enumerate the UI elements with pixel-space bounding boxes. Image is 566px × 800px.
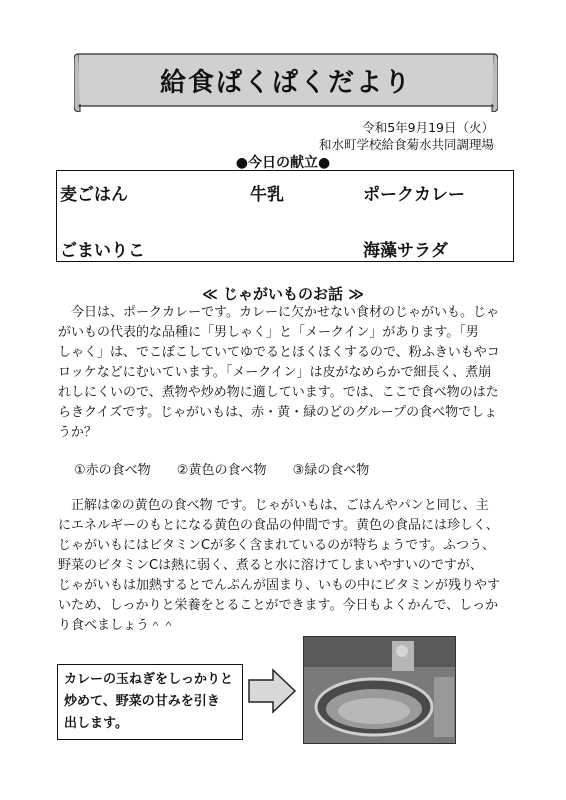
menu-item-sardines: ごまいりこ bbox=[60, 241, 145, 261]
note-line: 出します。 bbox=[64, 716, 128, 731]
cooking-pot-photo-icon bbox=[304, 637, 456, 744]
menu-item-rice: 麦ごはん bbox=[60, 185, 128, 205]
menu-item-curry: ポークカレー bbox=[363, 185, 465, 205]
paragraph-line: ロッケなどにむいています。「メークイン」は皮がなめらかで細長く、煮崩 bbox=[58, 365, 492, 380]
paragraph-line: らきクイズです。じゃがいもは、赤・黄・緑のどのグループの食べ物でしょ bbox=[58, 405, 498, 420]
story-paragraph-2 bbox=[58, 496, 510, 636]
menu-item-milk: 牛乳 bbox=[250, 185, 284, 205]
paragraph-line: じゃがいもは加熱するとでんぷんが固まり、いもの中にビタミンが残りやす bbox=[58, 578, 501, 593]
cooking-pot-photo bbox=[303, 636, 456, 744]
organization-name: 和水町学校給食菊水共同調理場 bbox=[318, 137, 494, 152]
paragraph-line: 今日は、ポークカレーです。カレーに欠かせない食材のじゃがいも。じゃ bbox=[58, 305, 499, 320]
newsletter-title: 給食ぱくぱくだより bbox=[159, 68, 412, 98]
paragraph-line: しゃく」は、でこぼこしていてゆでるとほくほくするので、粉ふきいもやコ bbox=[58, 345, 500, 360]
note-line: 炒めて、野菜の甘みを引き bbox=[64, 694, 220, 709]
right-arrow-icon bbox=[247, 668, 297, 714]
quiz-option-yellow: ②黄色の食べ物 bbox=[176, 463, 267, 478]
cooking-note-box bbox=[57, 664, 243, 740]
paragraph-line: り食べましょう＾＾ bbox=[58, 618, 176, 633]
paragraph-line: れしにくいので、煮物や炒め物に適しています。では、ここで食べ物のはた bbox=[58, 385, 499, 400]
story-paragraph-1 bbox=[58, 303, 510, 443]
paragraph-line: うか？ bbox=[58, 425, 98, 440]
menu-item-salad: 海藻サラダ bbox=[363, 241, 448, 261]
story-heading: ≪ じゃがいものお話 ≫ bbox=[202, 285, 364, 303]
paragraph-line: にエネルギーのもとになる黄色の食品の仲間です。黄色の食品には珍しく、 bbox=[58, 518, 499, 533]
issue-date: 令和5年9月19日（火） bbox=[362, 120, 494, 135]
note-line: カレーの玉ねぎをしっかりと bbox=[64, 672, 234, 687]
paragraph-line: いため、しっかりと栄養をとることができます。今日もよくかんで、しっか bbox=[58, 598, 499, 613]
quiz-options bbox=[74, 459, 391, 478]
paragraph-line: がいもの代表的な品種に「男しゃく」と「メークイン」があります。「男 bbox=[58, 325, 479, 340]
quiz-option-green: ③緑の食べ物 bbox=[292, 463, 370, 478]
paragraph-line: じゃがいもにはビタミンCが多く含まれているのが特ちょうです。ふつう、 bbox=[58, 538, 496, 553]
quiz-option-red: ①赤の食べ物 bbox=[74, 463, 151, 478]
paragraph-line: 野菜のビタミンCは熱に弱く、煮ると水に溶けてしまいやすいのですが、 bbox=[58, 558, 483, 573]
menu-heading: ●今日の献立● bbox=[235, 155, 331, 171]
paragraph-line: 正解は②の黄色の食べ物 です。じゃがいもは、ごはんやパンと同じ、主 bbox=[58, 498, 489, 513]
